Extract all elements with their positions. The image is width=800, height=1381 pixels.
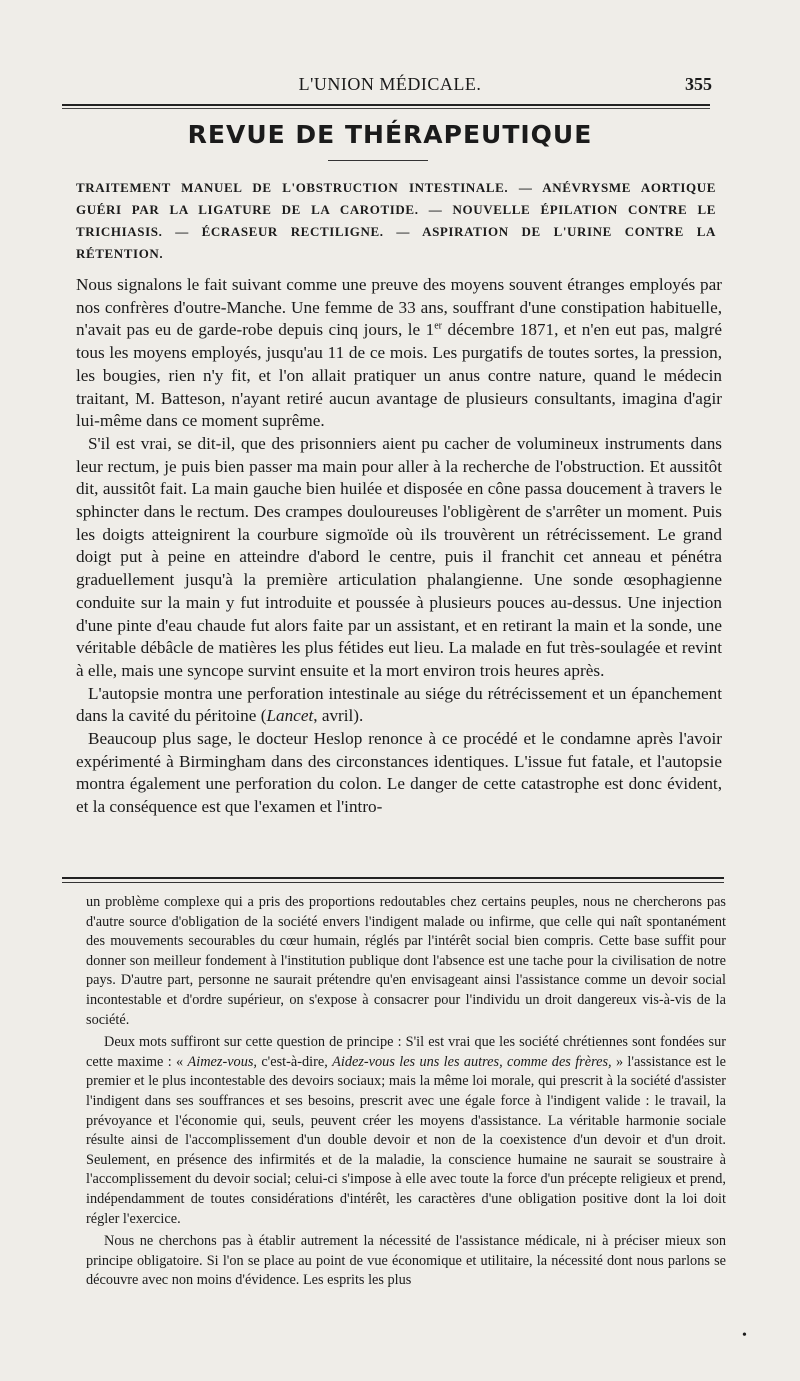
header-rule-thin (62, 108, 710, 109)
article-paragraph-3: L'autopsie montra une perforation intestinale au siége du rétrécissement et un épanchement dans la cavité du péritoine (Lancet, avril). (76, 683, 722, 726)
page-number: 355 (685, 74, 712, 94)
article-paragraph-2: S'il est vrai, se dit-il, que des prisonniers aient pu cacher de volumineux instruments dans leur rectum, je puis bien passer ma main pour aller à la recherche de l'obstruction. Et aussitôt dit, aussitôt fait. La main gauche bien huilée et disposée en cône passa doucement à travers le sphincter dans le rectum. Des crampes douloureuses l'obligèrent de s'arrêter un moment. Puis les doigts atteignirent la courbure sigmoïde où ils trouvèrent un rétrécissement. Le grand doigt put à peine en atteindre d'abord le centre, puis il franchit cet anneau et pénétra graduellement jusqu'à la première articulation phalangienne. Une sonde œsophagienne conduite sur la main y fut introduite et poussée à plusieurs pouces au-dessus. Une injection d'une pinte d'eau chaude fut alors faite par un assistant, et en retirant la main et la sonde, une véritable débâcle de matières les plus fétides eut lieu. La malade en fut très-soulagée et revint à elle, mais une syncope survint ensuite et la mort environ trois heures après. (76, 433, 722, 680)
footnote-paragraph-3: Nous ne cherchons pas à établir autrement la nécessité de l'assistance médicale, ni à préciser mieux son principe obligatoire. Si l'on se place au point de vue économique et utilitaire, la nécessité dont nous parlons se découvre avec non moins d'évidence. Les esprits les plus (86, 1233, 726, 1289)
section-title: REVUE DE THÉRAPEUTIQUE (187, 120, 593, 149)
footnote-paragraph-1: un problème complexe qui a pris des proportions redoutables chez certains peuples, nous ne chercherons pas d'autre source d'obligation de la société envers l'indigent malade ou infirme, que celle qui naît spontanément des mouvements secourables du cœur humain, réglés par l'intérêt social bien compris. Cette base suffit pour donner son meilleur fondement à l'institution publique dont l'absence est une tache pour la civilisation de notre pays. D'autre part, personne ne saurait prétendre qu'en envisageant ainsi l'assistance comme un devoir social incontestable et d'ordre supérieur, on s'expose à consacrer pour l'individu un droit dangereux vis-à-vis de la société. (86, 894, 726, 1028)
footnote-paragraph-2: Deux mots suffiront sur cette question de principe : S'il est vrai que les société chrétiennes sont fondées sur cette maxime : « Aimez-vous, c'est-à-dire, Aidez-vous les uns les autres, comme des frères, » l'assistance est le premier et le plus incontestable des devoirs sociaux; mais la même loi morale, qui prescrit à la société d'assister l'indigent dans ses souffrances et ses besoins, prescrit avec une égale force à l'indigent valide : le travail, la prévoyance et l'économie qui, seuls, peuvent créer les moyens d'assistance. La véritable harmonie sociale résulte ainsi de l'accomplissement d'un double devoir et non de la coexistence d'un devoir et d'un droit. Seulement, en présence des infirmités et de la maladie, la conscience humaine ne saurait se soustraire à l'accomplissement du devoir social; celui-ci s'impose à elle avec toute la force d'un précepte religieux et prend, indépendamment de toutes considérations d'intérêt, les caractères d'une obligation positive dont la loi doit régler l'exercice. (86, 1034, 727, 1227)
title-rule (328, 160, 428, 161)
article-body (76, 274, 722, 819)
article-paragraph-1: Nous signalons le fait suivant comme une preuve des moyens souvent étranges employés par nos confrères d'outre-Manche. Une femme de 33 ans, souffrant d'une constipation habituelle, n'avait pas eu de garde-robe depuis cinq jours, le 1er décembre 1871, et n'en eut pas, malgré tous les moyens employés, jusqu'au 11 de ce mois. Les purgatifs de toutes sortes, la pression, les bougies, rien n'y fit, et l'on allait pratiquer un anus contre nature, quand le médecin traitant, M. Batteson, n'ayant retiré aucun avantage de plusieurs consultants, imagina d'agir lui-même dans ce moment suprême. (76, 275, 722, 431)
header-rule (62, 104, 710, 106)
page-mark: • (742, 1328, 747, 1343)
article-paragraph-4: Beaucoup plus sage, le docteur Heslop renonce à ce procédé et le condamne après l'avoir expérimenté à Birmingham dans des circonstances identiques. L'issue fut fatale, et l'autopsie montra également une perforation du colon. Le danger de cette catastrophe est donc évident, et la conséquence est que l'examen et l'intro- (76, 729, 722, 817)
section-subtitle: TRAITEMENT MANUEL DE L'OBSTRUCTION INTESTINALE. — ANÉVRYSME AORTIQUE GUÉRI PAR LA LIGATURE DE LA CAROTIDE. — NOUVELLE ÉPILATION CONTRE LE TRICHIASIS. — ÉCRASEUR RECTILIGNE. — ASPIRATION DE L'URINE CONTRE LA RÉTENTION. (76, 180, 716, 261)
page-header (60, 74, 720, 100)
running-title: L'UNION MÉDICALE. (298, 74, 482, 94)
footnote-rule (62, 877, 724, 879)
footnote-rule-thin (62, 882, 724, 883)
footnote-body (86, 893, 726, 1291)
